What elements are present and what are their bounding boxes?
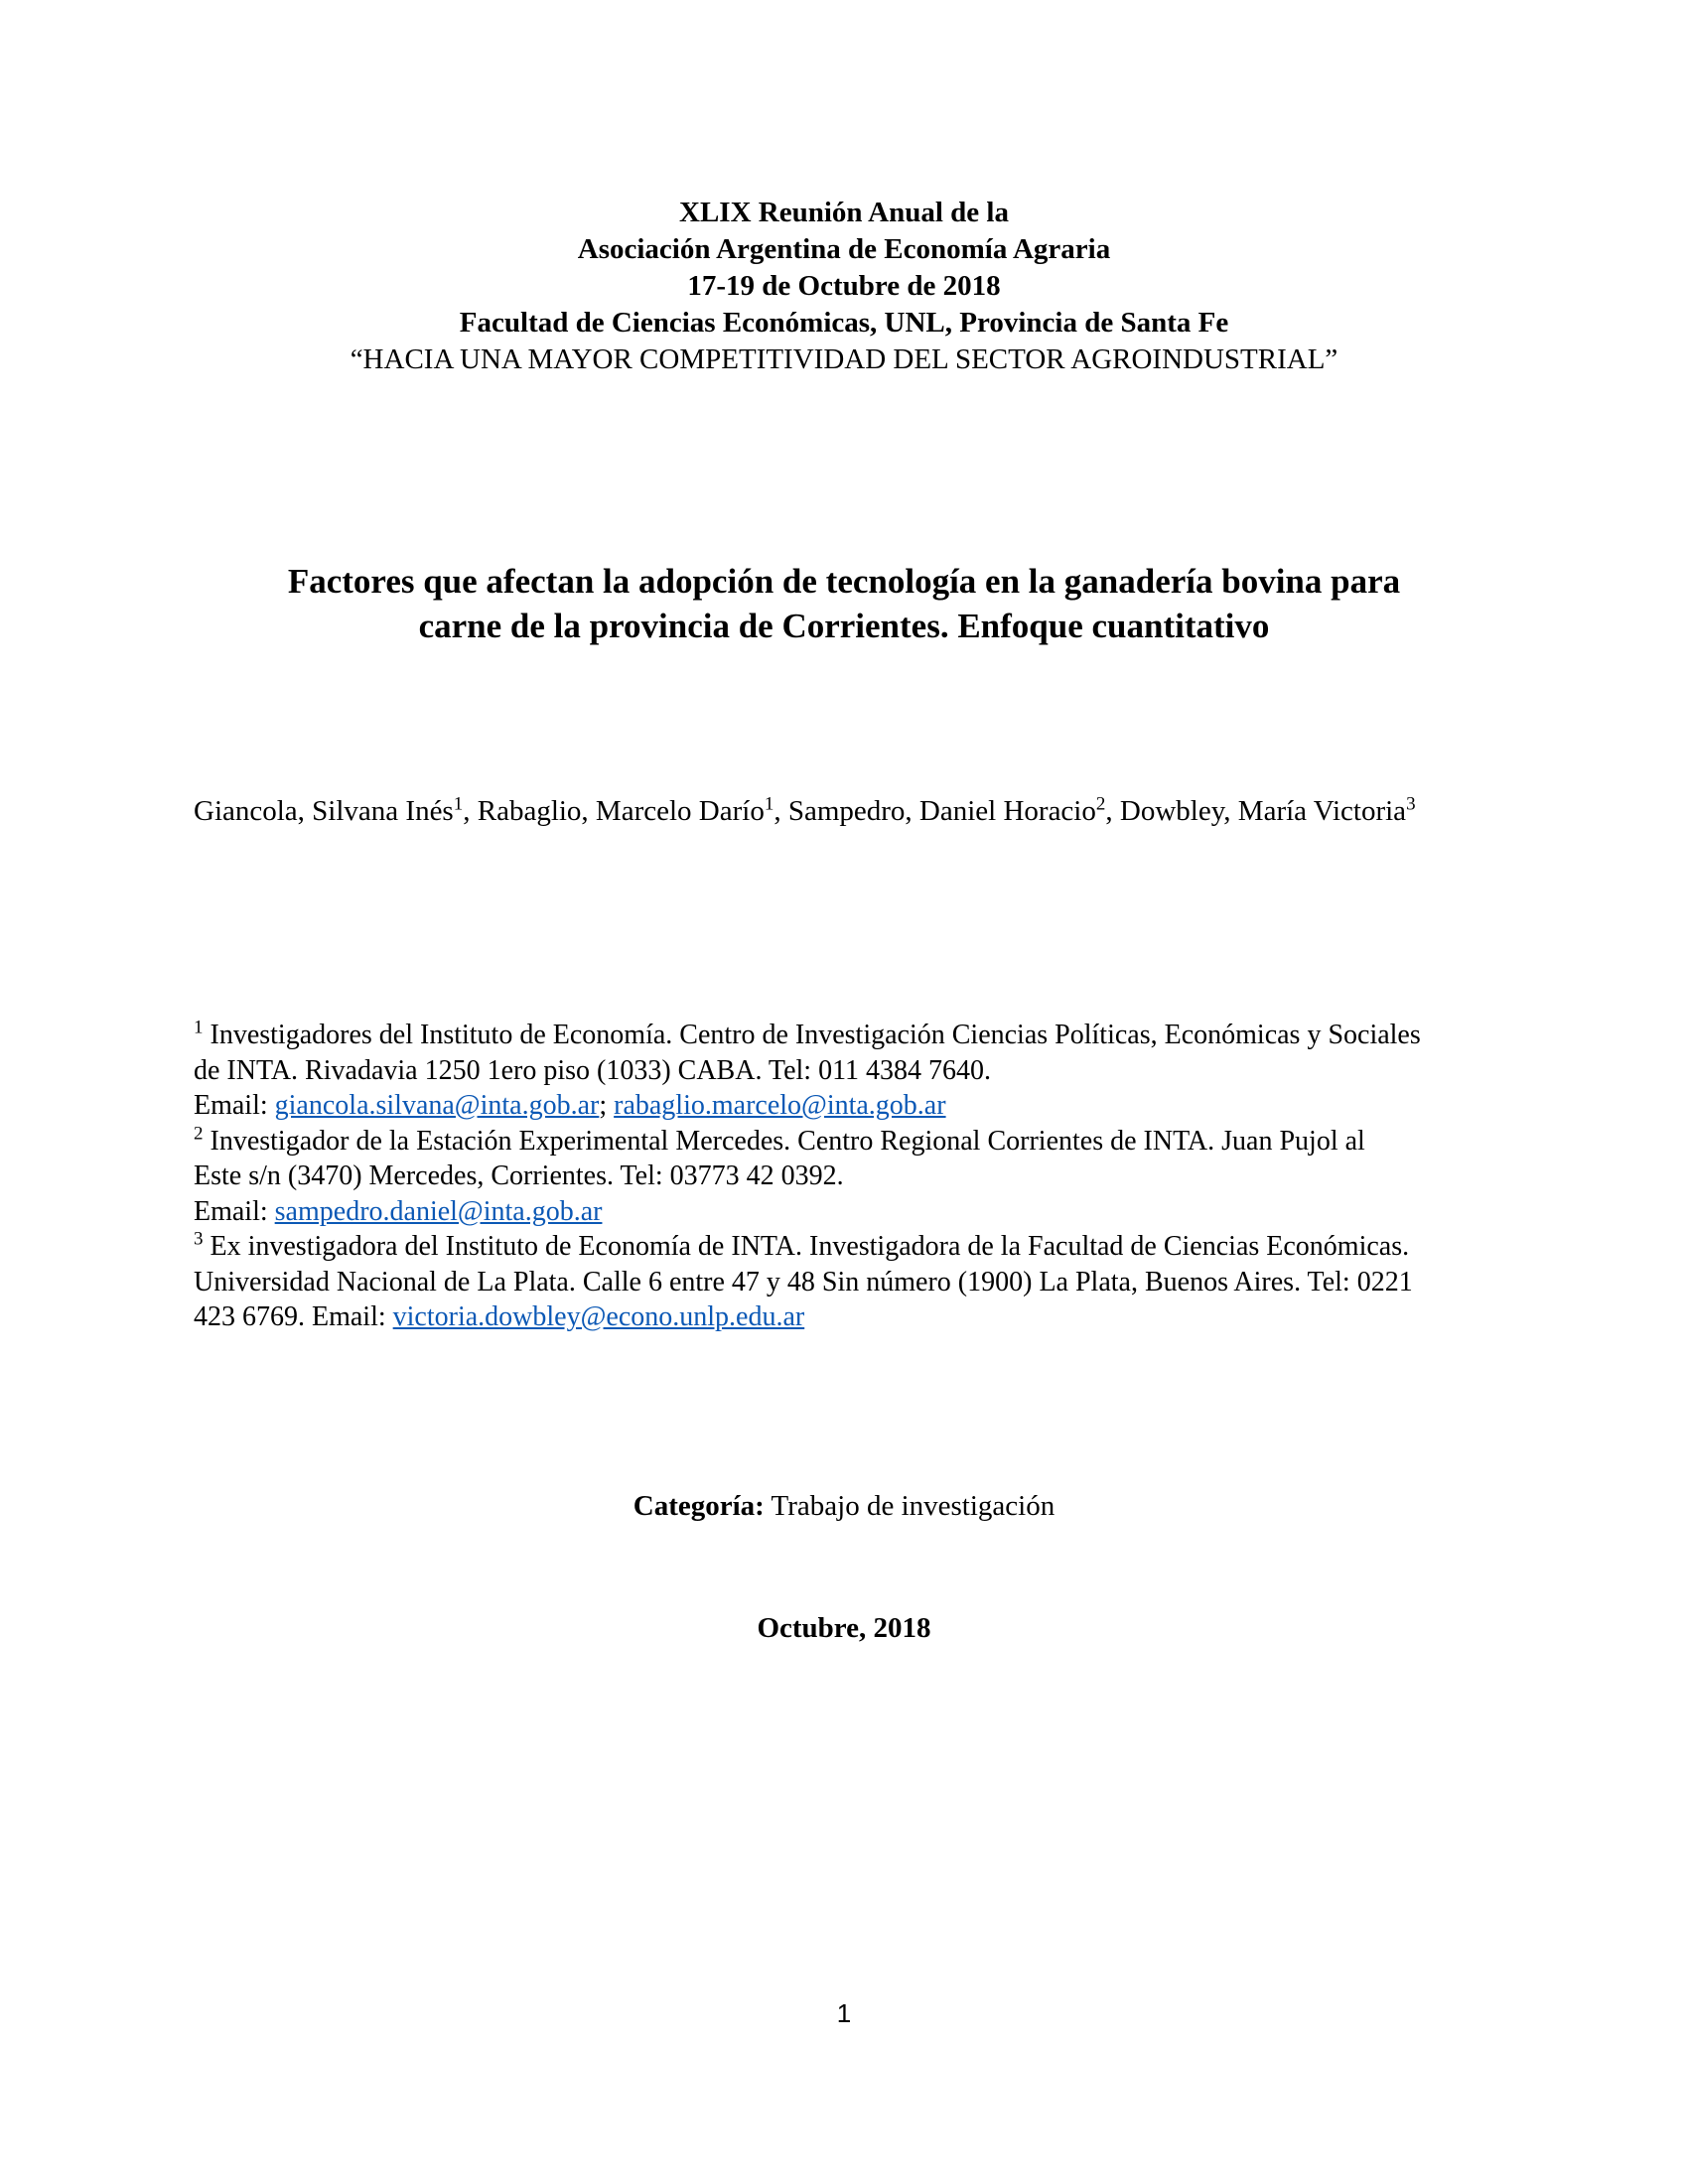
affiliation-text: 423 6769. Email: (194, 1301, 393, 1332)
author-affiliation-mark: 3 (1406, 793, 1416, 815)
publication-date: Octubre, 2018 (757, 1612, 931, 1644)
author-list (194, 791, 1509, 831)
author-name: Rabaglio, Marcelo Darío (477, 795, 765, 827)
conference-motto: “HACIA UNA MAYOR COMPETITIVIDAD DEL SECTOR AGROINDUSTRIAL” (350, 343, 1338, 375)
conference-organization: Asociación Argentina de Economía Agraria (577, 233, 1111, 265)
conference-venue: Facultad de Ciencias Económicas, UNL, Provincia de Santa Fe (459, 307, 1229, 339)
conference-edition: XLIX Reunión Anual de la (679, 197, 1009, 228)
affiliation-2-line (194, 1124, 1514, 1160)
paper-title (199, 559, 1489, 648)
affiliation-1-line (194, 1018, 1514, 1053)
affiliation-text: Investigadores del Instituto de Economía. Centro de Investigación Ciencias Políticas, Económicas y Sociales (203, 1020, 1421, 1050)
email-label: Email: (194, 1195, 275, 1227)
author-name: Sampedro, Daniel Horacio (787, 795, 1096, 827)
page-number: 1 (836, 1998, 852, 2028)
email-separator: ; (599, 1090, 615, 1121)
affiliation-mark: 1 (194, 1017, 204, 1038)
affiliation-text: Investigador de la Estación Experimental Mercedes. Centro Regional Corrientes de INTA. Juan Pujol al (203, 1125, 1365, 1157)
author-name: Giancola, Silvana Inés (194, 795, 454, 827)
email-link-dowbley[interactable]: victoria.dowbley@econo.unlp.edu.ar (392, 1301, 805, 1332)
author-affiliation-mark: 1 (453, 793, 464, 815)
affiliation-1-email-line (194, 1088, 1514, 1124)
affiliation-mark: 3 (194, 1228, 204, 1250)
affiliation-3-line: Universidad Nacional de La Plata. Calle 6 entre 47 y 48 Sin número (1900) La Plata, Buenos Aires. Tel: 0221 (194, 1266, 1413, 1297)
category-label: Categoría: (633, 1490, 765, 1522)
author-name: Dowbley, María Victoria (1119, 795, 1407, 827)
paper-category (0, 1488, 1688, 1524)
paper-title-line: Factores que afectan la adopción de tecnología en la ganadería bovina para (287, 562, 1401, 601)
affiliation-notes (194, 1018, 1514, 1335)
author-separator: , (463, 795, 478, 827)
author-separator: , (774, 795, 788, 827)
email-link-giancola[interactable]: giancola.silvana@inta.gob.ar (274, 1090, 600, 1121)
conference-dates: 17-19 de Octubre de 2018 (687, 270, 1001, 302)
author-separator: , (1105, 795, 1120, 827)
paper-title-line: carne de la provincia de Corrientes. Enfoque cuantitativo (418, 607, 1270, 645)
author-affiliation-mark: 1 (764, 793, 774, 815)
email-label: Email: (194, 1090, 275, 1121)
author-affiliation-mark: 2 (1095, 793, 1106, 815)
affiliation-3-email-line (194, 1299, 1514, 1335)
conference-header (0, 195, 1688, 378)
category-value: Trabajo de investigación (764, 1490, 1055, 1522)
affiliation-2-email-line (194, 1194, 1514, 1230)
affiliation-1-line: de INTA. Rivadavia 1250 1ero piso (1033) CABA. Tel: 011 4384 7640. (194, 1054, 992, 1086)
affiliation-text: Ex investigadora del Instituto de Economía de INTA. Investigadora de la Facultad de Ciencias Económicas. (203, 1231, 1410, 1262)
email-link-sampedro[interactable]: sampedro.daniel@inta.gob.ar (274, 1195, 603, 1227)
email-link-rabaglio[interactable]: rabaglio.marcelo@inta.gob.ar (614, 1090, 946, 1121)
affiliation-2-line: Este s/n (3470) Mercedes, Corrientes. Tel: 03773 42 0392. (194, 1160, 844, 1191)
affiliation-mark: 2 (194, 1123, 204, 1145)
affiliation-3-line (194, 1229, 1514, 1265)
